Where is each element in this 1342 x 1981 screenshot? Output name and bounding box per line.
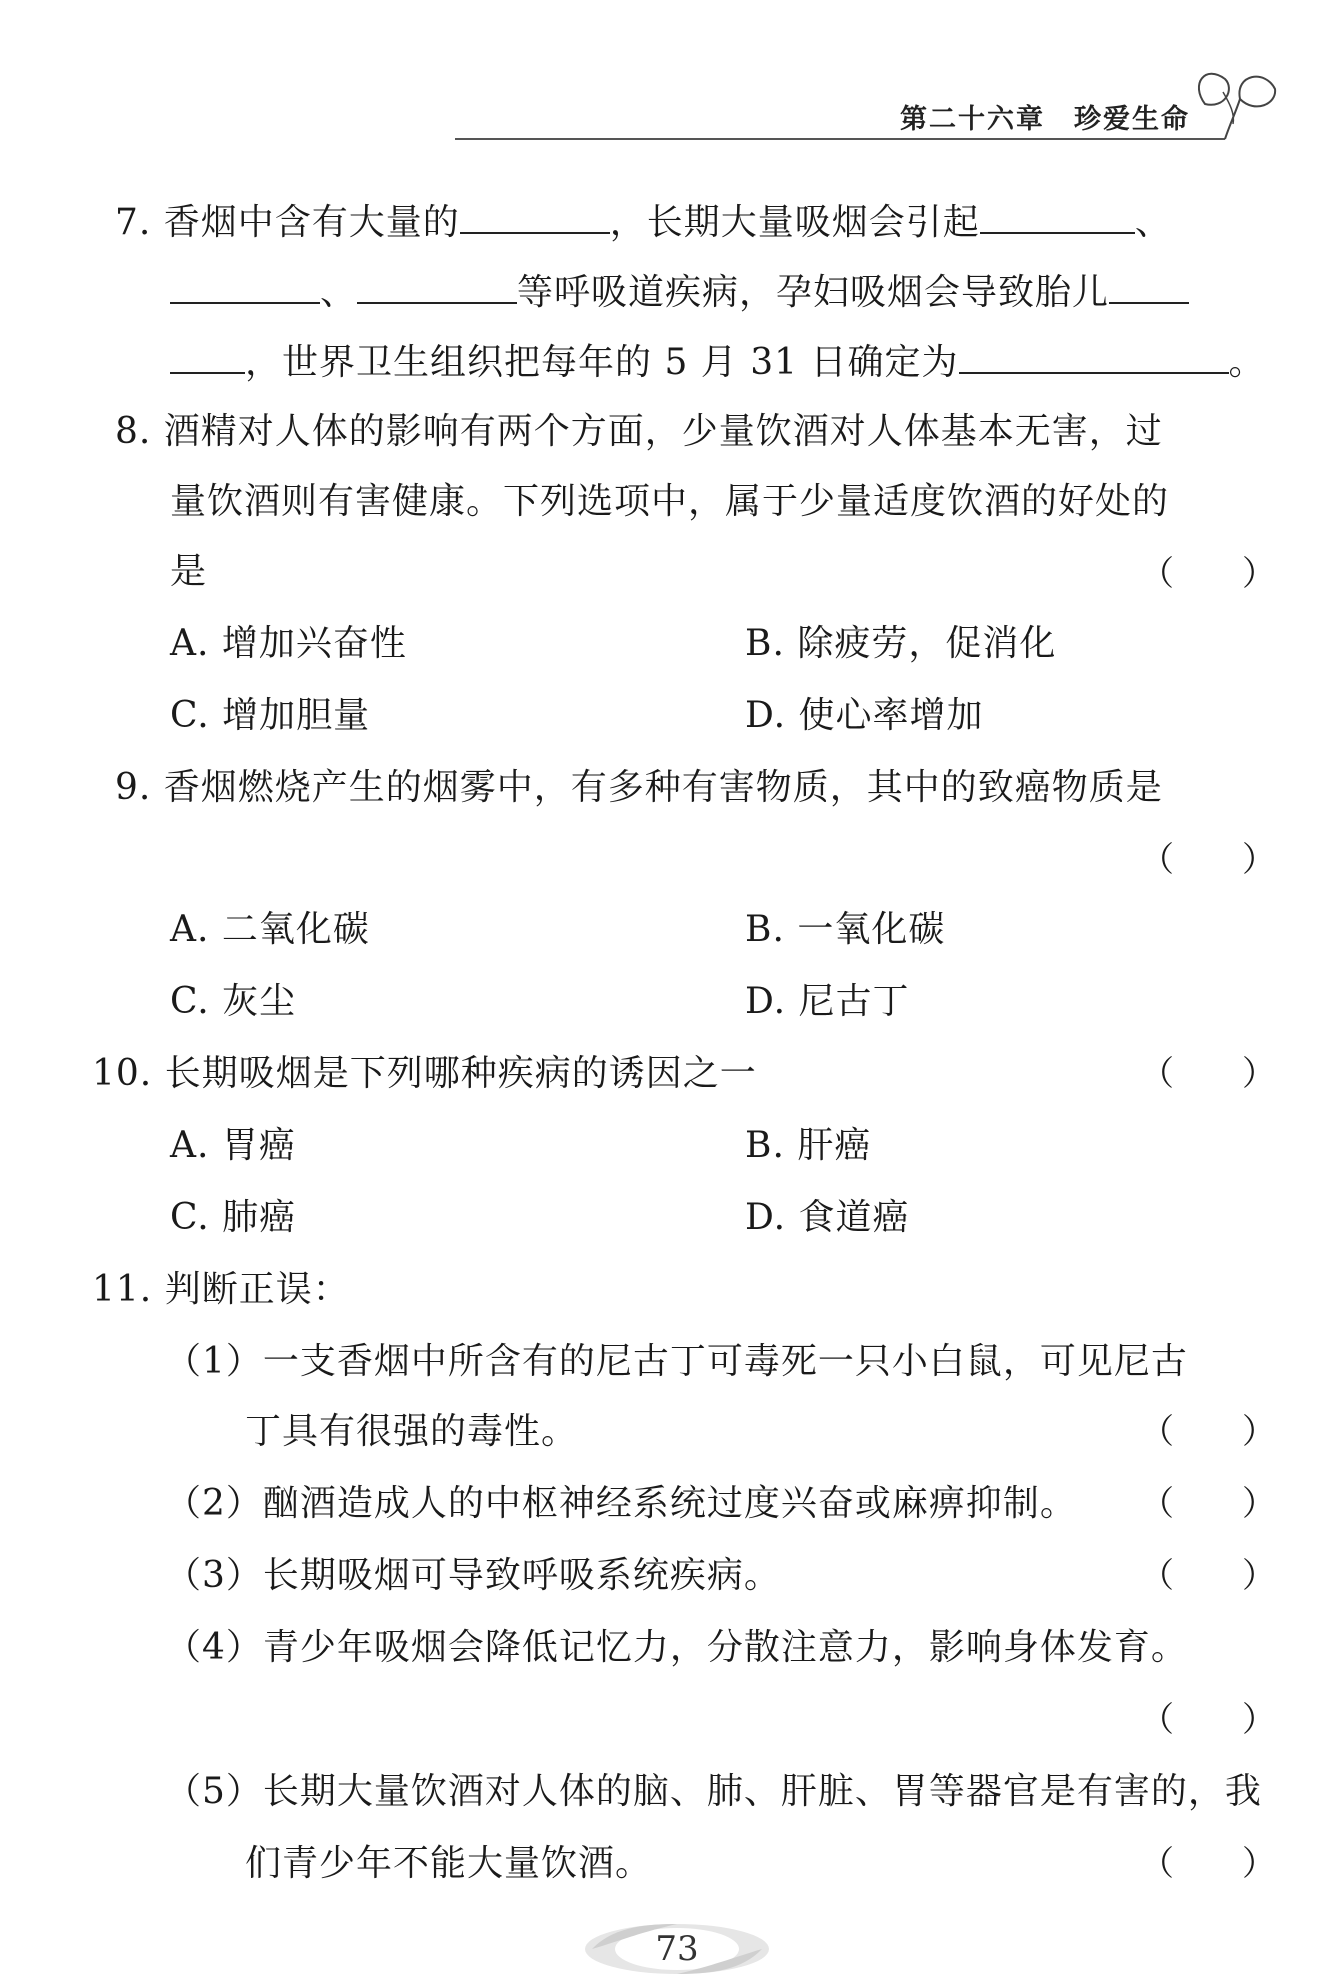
q9-option-b[interactable]: B. 一氧化碳 [745, 909, 946, 950]
leaf-icon [1185, 44, 1285, 144]
q11-item-1-line1: （1）一支香烟中所含有的尼古丁可毒死一只小白鼠，可见尼古 [165, 1341, 1188, 1382]
q8-line3: 是 [170, 551, 208, 592]
q9-option-a[interactable]: A. 二氧化碳 [170, 909, 370, 950]
blank[interactable] [1109, 268, 1189, 304]
q11-item-5-line2: 们青少年不能大量饮酒。 [245, 1843, 653, 1884]
q11-item-2-line1: （2）酗酒造成人的中枢神经系统过度兴奋或麻痹抑制。 [165, 1483, 1077, 1524]
q11-item-5-line1: （5）长期大量饮酒对人体的脑、肺、肝脏、胃等器官是有害的，我 [165, 1771, 1262, 1812]
q9-option-d[interactable]: D. 尼古丁 [745, 981, 910, 1022]
q10-option-d[interactable]: D. 食道癌 [745, 1197, 910, 1238]
q8-line2: 量饮酒则有害健康。下列选项中，属于少量适度饮酒的好处的 [170, 481, 1170, 522]
blank[interactable] [980, 198, 1135, 234]
q11-item-3-paren[interactable]: （ ） [1140, 1556, 1276, 1596]
q8-option-d[interactable]: D. 使心率增加 [745, 695, 984, 736]
q10-option-a[interactable]: A. 胃癌 [170, 1125, 296, 1166]
blank[interactable] [170, 268, 320, 304]
q7-line3: ，世界卫生组织把每年的 5 月 31 日确定为 。 [170, 338, 1266, 382]
page-number: 73 [655, 1929, 699, 1969]
q11-item-2-paren[interactable]: （ ） [1140, 1484, 1276, 1524]
q9-answer-paren[interactable]: （ ） [1140, 840, 1276, 880]
q11-item-1-line2: 丁具有很强的毒性。 [245, 1411, 579, 1452]
q11-item-1-paren[interactable]: （ ） [1140, 1412, 1276, 1452]
q8-option-a[interactable]: A. 增加兴奋性 [170, 623, 407, 664]
q7-line2: 、 等呼吸道疾病，孕妇吸烟会导致胎儿 [170, 268, 1189, 312]
blank[interactable] [460, 198, 610, 234]
q10-option-c[interactable]: C. 肺癌 [170, 1197, 297, 1238]
q8-option-b[interactable]: B. 除疲劳，促消化 [745, 623, 1057, 664]
q11-item-5-paren[interactable]: （ ） [1140, 1844, 1276, 1884]
q9-option-c[interactable]: C. 灰尘 [170, 981, 297, 1022]
q10-line1: 10. 长期吸烟是下列哪种疾病的诱因之一 [92, 1053, 757, 1094]
blank[interactable] [357, 268, 517, 304]
q10-answer-paren[interactable]: （ ） [1140, 1054, 1276, 1094]
header-rule [455, 138, 1225, 140]
q10-option-b[interactable]: B. 肝癌 [745, 1125, 872, 1166]
q11-title: 11. 判断正误： [92, 1269, 350, 1310]
page-header [455, 96, 1285, 144]
q7-line1: 7. 香烟中含有大量的 ，长期大量吸烟会引起 、 [115, 198, 1172, 242]
q11-item-3-line1: （3）长期吸烟可导致呼吸系统疾病。 [165, 1555, 781, 1596]
q11-item-4-paren[interactable]: （ ） [1140, 1700, 1276, 1740]
q9-line1: 9. 香烟燃烧产生的烟雾中，有多种有害物质，其中的致癌物质是 [115, 767, 1163, 808]
chapter-title: 第二十六章 珍爱生命 [900, 104, 1190, 135]
page-number-badge [582, 1920, 772, 1978]
q11-item-4-line1: （4）青少年吸烟会降低记忆力，分散注意力，影响身体发育。 [165, 1627, 1188, 1668]
q8-answer-paren[interactable]: （ ） [1140, 554, 1276, 594]
q8-option-c[interactable]: C. 增加胆量 [170, 695, 371, 736]
blank[interactable] [170, 338, 245, 374]
blank[interactable] [959, 338, 1229, 374]
q8-line1: 8. 酒精对人体的影响有两个方面，少量饮酒对人体基本无害，过 [115, 411, 1163, 452]
